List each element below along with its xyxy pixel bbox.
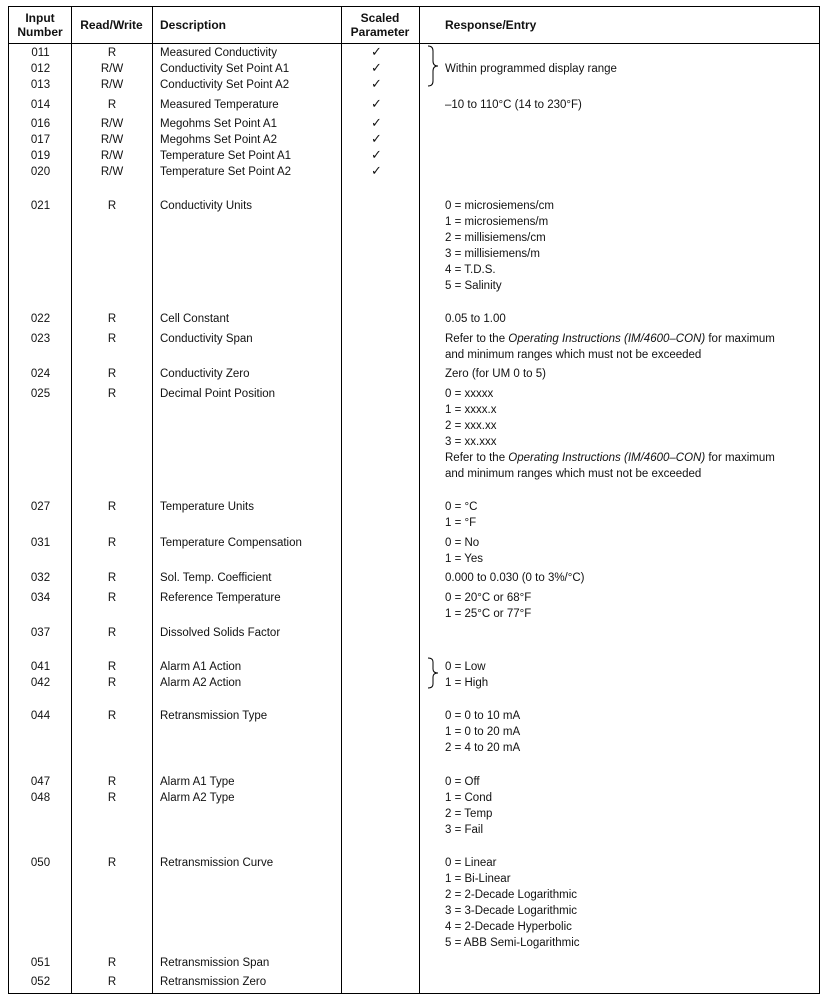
description-cell: Alarm A1 Action: [160, 661, 242, 673]
description-cell: Conductivity Span: [160, 333, 253, 345]
description-cell: Conductivity Set Point A2: [160, 79, 290, 91]
input-number-cell: 012: [30, 63, 51, 75]
response-cond-zero: Zero (for UM 0 to 5): [445, 368, 546, 380]
read-write-cell: R/W: [100, 79, 124, 91]
description-cell: Conductivity Set Point A1: [160, 63, 290, 75]
input-number-cell: 047: [30, 776, 51, 788]
check-icon: ✓: [371, 60, 382, 75]
response-line: 0 = Low: [445, 661, 486, 673]
read-write-cell: R: [107, 501, 117, 513]
response-line: 0 = Linear: [445, 857, 497, 869]
input-number-cell: 024: [30, 368, 51, 380]
description-cell: Temperature Set Point A2: [160, 166, 292, 178]
read-write-cell: R: [107, 368, 117, 380]
read-write-cell: R: [107, 313, 117, 325]
description-cell: Megohms Set Point A2: [160, 134, 277, 146]
brace-icon: [426, 45, 440, 87]
response-line: 1 = °F: [445, 517, 477, 529]
input-number-cell: 017: [30, 134, 51, 146]
read-write-cell: R: [107, 537, 117, 549]
header-read-write: Read/Write: [80, 18, 143, 32]
response-line: 1 = Bi-Linear: [445, 873, 511, 885]
read-write-cell: R: [107, 99, 117, 111]
response-line: 1 = 0 to 20 mA: [445, 726, 521, 738]
input-number-cell: 027: [30, 501, 51, 513]
read-write-cell: R: [107, 592, 117, 604]
check-icon: ✓: [371, 44, 382, 59]
read-write-cell: R: [107, 776, 117, 788]
response-line: 0 = 0 to 10 mA: [445, 710, 521, 722]
read-write-cell: R: [107, 661, 117, 673]
input-number-cell: 031: [30, 537, 51, 549]
check-icon: ✓: [371, 147, 382, 162]
description-cell: Megohms Set Point A1: [160, 118, 277, 130]
response-line: 1 = Cond: [445, 792, 492, 804]
read-write-cell: R: [107, 710, 117, 722]
input-number-cell: 032: [30, 572, 51, 584]
header-input-number: Input Number: [17, 11, 63, 39]
response-line: 0 = No: [445, 537, 480, 549]
header-divider: [9, 43, 819, 44]
response-line: 3 = 3-Decade Logarithmic: [445, 905, 578, 917]
response-display-range: Within programmed display range: [445, 63, 617, 75]
response-line: 2 = millisiemens/cm: [445, 232, 546, 244]
check-icon: ✓: [371, 131, 382, 146]
input-number-cell: 048: [30, 792, 51, 804]
response-refer-note: Refer to the Operating Instructions (IM/4600–CON) for maximum: [445, 452, 775, 464]
description-cell: Retransmission Zero: [160, 976, 267, 988]
brace-icon: [426, 657, 440, 689]
input-number-cell: 025: [30, 388, 51, 400]
read-write-cell: R: [107, 388, 117, 400]
description-cell: Alarm A1 Type: [160, 776, 235, 788]
response-line: 3 = xx.xxx: [445, 436, 497, 448]
response-line: 3 = Fail: [445, 824, 484, 836]
read-write-cell: R: [107, 627, 117, 639]
response-line: 2 = xxx.xx: [445, 420, 497, 432]
check-icon: ✓: [371, 163, 382, 178]
response-line: 2 = 2-Decade Logarithmic: [445, 889, 578, 901]
response-line: 0 = xxxxx: [445, 388, 494, 400]
header-description: Description: [160, 18, 227, 32]
read-write-cell: R/W: [100, 134, 124, 146]
response-temp-range: –10 to 110°C (14 to 230°F): [445, 99, 582, 111]
description-cell: Conductivity Zero: [160, 368, 250, 380]
description-cell: Temperature Compensation: [160, 537, 302, 549]
response-line: 0 = microsiemens/cm: [445, 200, 554, 212]
description-cell: Reference Temperature: [160, 592, 281, 604]
read-write-cell: R/W: [100, 118, 124, 130]
description-cell: Retransmission Span: [160, 957, 270, 969]
response-line: 1 = 25°C or 77°F: [445, 608, 532, 620]
response-line: 1 = High: [445, 677, 489, 689]
read-write-cell: R: [107, 333, 117, 345]
header-response-entry: Response/Entry: [445, 18, 537, 32]
column-divider: [152, 7, 153, 993]
read-write-cell: R: [107, 792, 117, 804]
input-number-cell: 044: [30, 710, 51, 722]
read-write-cell: R: [107, 47, 117, 59]
description-cell: Retransmission Curve: [160, 857, 274, 869]
description-cell: Alarm A2 Action: [160, 677, 242, 689]
input-number-cell: 011: [31, 47, 50, 59]
input-number-cell: 014: [30, 99, 51, 111]
description-cell: Temperature Units: [160, 501, 254, 513]
description-cell: Dissolved Solids Factor: [160, 627, 281, 639]
response-line: 1 = Yes: [445, 553, 484, 565]
description-cell: Decimal Point Position: [160, 388, 276, 400]
description-cell: Measured Conductivity: [160, 47, 277, 59]
read-write-cell: R: [107, 200, 117, 212]
input-number-cell: 022: [30, 313, 51, 325]
check-icon: ✓: [371, 115, 382, 130]
response-line: 5 = ABB Semi-Logarithmic: [445, 937, 580, 949]
response-line: 4 = 2-Decade Hyperbolic: [445, 921, 572, 933]
description-cell: Retransmission Type: [160, 710, 268, 722]
column-divider: [341, 7, 342, 993]
header-scaled-parameter: Scaled Parameter: [350, 11, 410, 39]
input-number-cell: 034: [30, 592, 51, 604]
input-number-cell: 041: [30, 661, 51, 673]
column-divider: [419, 7, 420, 993]
input-number-cell: 020: [30, 166, 51, 178]
input-number-cell: 019: [30, 150, 51, 162]
description-cell: Measured Temperature: [160, 99, 279, 111]
response-line: 2 = Temp: [445, 808, 493, 820]
input-number-cell: 021: [30, 200, 51, 212]
response-refer-note-line2: and minimum ranges which must not be exceeded: [445, 468, 702, 480]
read-write-cell: R/W: [100, 63, 124, 75]
description-cell: Conductivity Units: [160, 200, 253, 212]
read-write-cell: R: [107, 976, 117, 988]
response-line: 3 = millisiemens/m: [445, 248, 540, 260]
response-line: 2 = 4 to 20 mA: [445, 742, 521, 754]
read-write-cell: R: [107, 957, 117, 969]
response-line: 1 = microsiemens/m: [445, 216, 549, 228]
response-line: 1 = xxxx.x: [445, 404, 497, 416]
response-line: 5 = Salinity: [445, 280, 502, 292]
description-cell: Cell Constant: [160, 313, 230, 325]
response-refer-note: Refer to the Operating Instructions (IM/4600–CON) for maximum: [445, 333, 775, 345]
input-number-cell: 023: [30, 333, 51, 345]
read-write-cell: R: [107, 857, 117, 869]
parameter-table: [8, 6, 820, 994]
read-write-cell: R/W: [100, 166, 124, 178]
response-line: 4 = T.D.S.: [445, 264, 496, 276]
description-cell: Sol. Temp. Coefficient: [160, 572, 272, 584]
input-number-cell: 016: [30, 118, 51, 130]
description-cell: Temperature Set Point A1: [160, 150, 292, 162]
check-icon: ✓: [371, 96, 382, 111]
input-number-cell: 037: [30, 627, 51, 639]
response-line: 0 = Off: [445, 776, 480, 788]
response-line: 0 = °C: [445, 501, 478, 513]
response-sol-coeff: 0.000 to 0.030 (0 to 3%/°C): [445, 572, 585, 584]
read-write-cell: R: [107, 572, 117, 584]
description-cell: Alarm A2 Type: [160, 792, 235, 804]
input-number-cell: 051: [30, 957, 51, 969]
response-refer-note-line2: and minimum ranges which must not be exceeded: [445, 349, 702, 361]
read-write-cell: R/W: [100, 150, 124, 162]
input-number-cell: 052: [30, 976, 51, 988]
input-number-cell: 042: [30, 677, 51, 689]
input-number-cell: 013: [30, 79, 51, 91]
response-line: 0 = 20°C or 68°F: [445, 592, 532, 604]
check-icon: ✓: [371, 76, 382, 91]
input-number-cell: 050: [30, 857, 51, 869]
response-cell-constant: 0.05 to 1.00: [445, 313, 506, 325]
read-write-cell: R: [107, 677, 117, 689]
